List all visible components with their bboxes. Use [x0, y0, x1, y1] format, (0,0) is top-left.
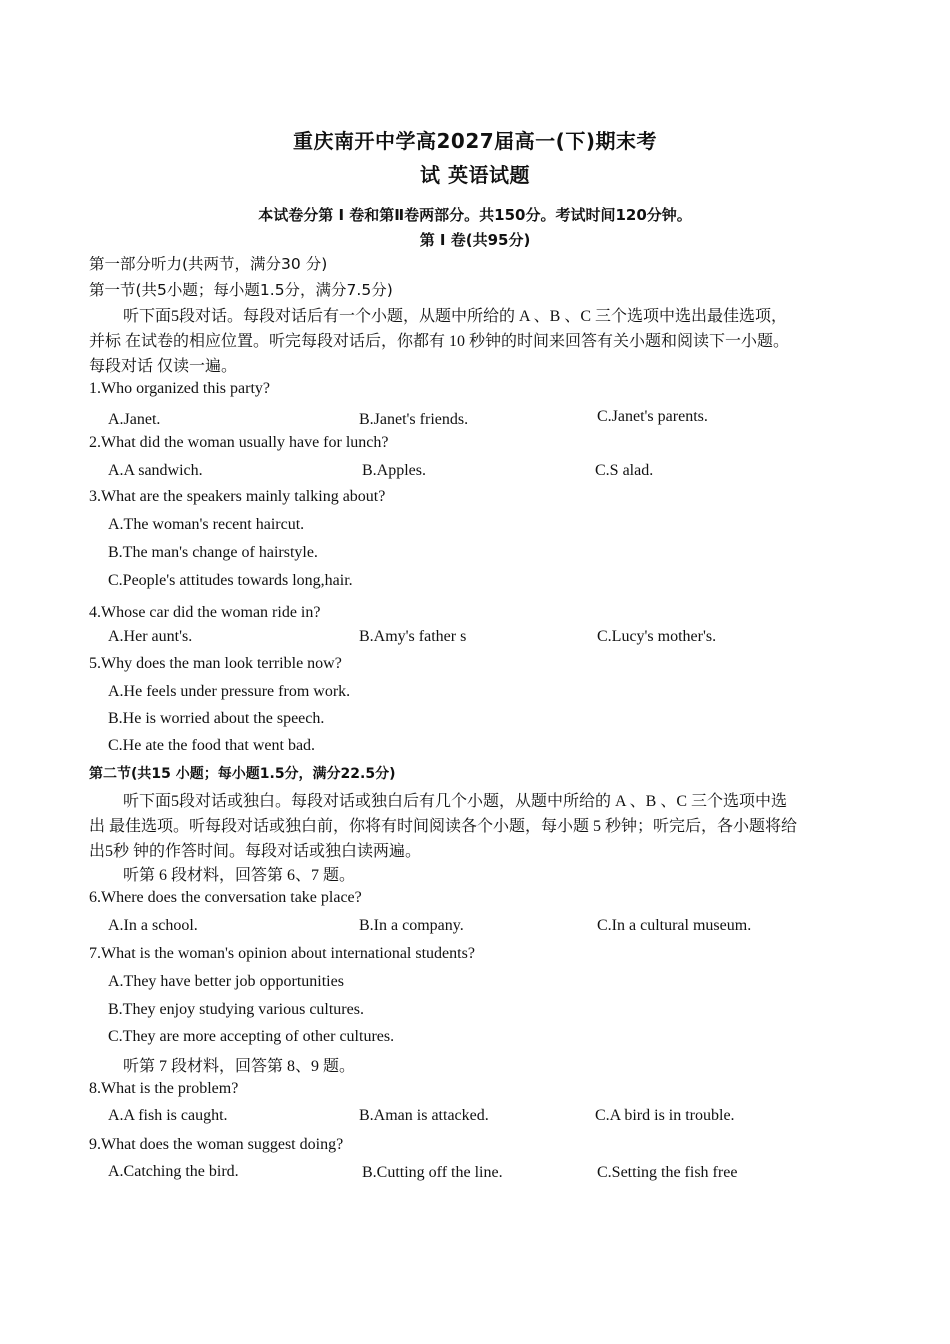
- option-5a: A.He feels under pressure from work.: [108, 683, 351, 700]
- option-4a: A.Her aunt's.: [108, 628, 193, 645]
- instruction-line: 听下面5段对话或独白。每段对话或独白后有几个小题，从题中所给的 A 、B 、C 三个选项中选: [123, 793, 788, 810]
- exam-title-line2: 试 英语试题: [420, 163, 530, 187]
- option-3b: B.The man's change of hairstyle.: [108, 544, 318, 561]
- part1-heading: 第一部分听力(共两节，满分30 分): [89, 255, 328, 273]
- option-1a: A.Janet.: [108, 411, 161, 428]
- option-2c: C.S alad.: [595, 462, 654, 479]
- option-9b: B.Cutting off the line.: [362, 1164, 503, 1181]
- material-note-7: 听第 7 段材料，回答第 8、9 题。: [123, 1058, 356, 1075]
- option-5b: B.He is worried about the speech.: [108, 710, 325, 727]
- option-6c: C.In a cultural museum.: [597, 917, 752, 934]
- question-2: 2.What did the woman usually have for lunch?: [89, 434, 389, 451]
- option-2a: A.A sandwich.: [108, 462, 203, 479]
- section1-heading: 第一节(共5小题；每小题1.5分，满分7.5分): [89, 281, 393, 299]
- option-8c: C.A bird is in trouble.: [595, 1107, 735, 1124]
- section2-heading: 第二节(共15 小题；每小题1.5分，满分22.5分): [89, 766, 396, 782]
- instruction-line: 出5秒 钟的作答时间。每段对话或独白读两遍。: [89, 843, 422, 860]
- question-1: 1.Who organized this party?: [89, 380, 270, 397]
- option-3c: C.People's attitudes towards long,hair.: [108, 572, 353, 589]
- question-9: 9.What does the woman suggest doing?: [89, 1136, 344, 1153]
- question-4: 4.Whose car did the woman ride in?: [89, 604, 321, 621]
- exam-title-line1: 重庆南开中学高2027届高一(下)期末考: [293, 129, 657, 153]
- option-6a: A.In a school.: [108, 917, 198, 934]
- question-7: 7.What is the woman's opinion about international students?: [89, 945, 475, 962]
- option-1c: C.Janet's parents.: [597, 408, 708, 425]
- question-8: 8.What is the problem?: [89, 1080, 239, 1097]
- option-1b: B.Janet's friends.: [359, 411, 469, 428]
- instruction-line: 每段对话 仅读一遍。: [89, 358, 238, 375]
- instruction-line: 出 最佳选项。听每段对话或独白前，你将有时间阅读各个小题，每小题 5 秒钟；听完后，各小题将给: [89, 818, 798, 835]
- option-9c: C.Setting the fish free: [597, 1164, 738, 1181]
- volume-heading: 第 Ⅰ 卷(共95分): [419, 231, 531, 249]
- option-5c: C.He ate the food that went bad.: [108, 737, 316, 754]
- question-6: 6.Where does the conversation take place?: [89, 889, 362, 906]
- question-5: 5.Why does the man look terrible now?: [89, 655, 342, 672]
- option-7a: A.They have better job opportunities: [108, 973, 344, 990]
- section1-instructions: [89, 304, 864, 379]
- instruction-line: 并标 在试卷的相应位置。听完每段对话后，你都有 10 秒钟的时间来回答有关小题和阅读下一小题。: [89, 333, 790, 350]
- option-8a: A.A fish is caught.: [108, 1107, 228, 1124]
- option-3a: A.The woman's recent haircut.: [108, 516, 305, 533]
- section2-instructions: [89, 789, 864, 864]
- question-3: 3.What are the speakers mainly talking about?: [89, 488, 386, 505]
- instruction-line: 听下面5段对话。每段对话后有一个小题，从题中所给的 A 、B 、C 三个选项中选出最佳选项，: [123, 308, 788, 325]
- option-6b: B.In a company.: [359, 917, 464, 934]
- option-8b: B.Aman is attacked.: [359, 1107, 489, 1124]
- option-7c: C.They are more accepting of other cultures.: [108, 1028, 395, 1045]
- option-7b: B.They enjoy studying various cultures.: [108, 1001, 364, 1018]
- option-9a: A.Catching the bird.: [108, 1163, 239, 1180]
- option-2b: B.Apples.: [362, 462, 426, 479]
- option-4b: B.Amy's father s: [359, 628, 467, 645]
- option-4c: C.Lucy's mother's.: [597, 628, 717, 645]
- exam-info: 本试卷分第 Ⅰ 卷和第Ⅱ卷两部分。共150分。考试时间120分钟。: [258, 206, 692, 224]
- material-note-6: 听第 6 段材料，回答第 6、7 题。: [123, 867, 356, 884]
